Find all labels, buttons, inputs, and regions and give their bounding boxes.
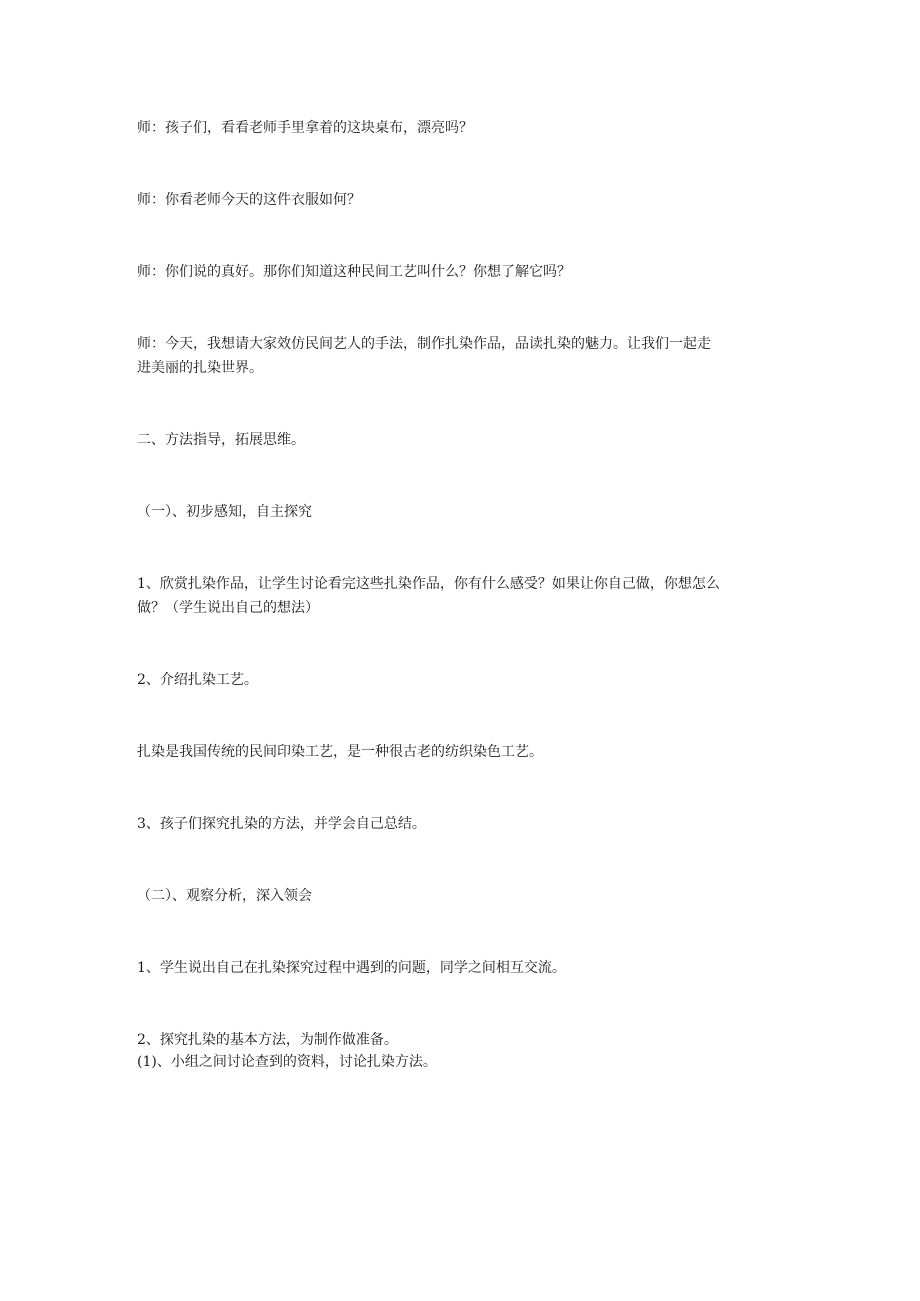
- paragraph-teacher-today-line2: 进美丽的扎染世界。: [137, 360, 263, 376]
- item-introduce-craft: 2、介绍扎染工艺。: [137, 672, 258, 688]
- item-explore-method: 3、孩子们探究扎染的方法，并学会自己总结。: [137, 816, 426, 832]
- paragraph-tie-dye-definition: 扎染是我国传统的民间印染工艺，是一种很古老的纺织染色工艺。: [137, 744, 543, 760]
- paragraph-teacher-craft-question: 师：你们说的真好。那你们知道这种民间工艺叫什么？你想了解它吗？: [137, 264, 571, 280]
- section-heading-method: 二、方法指导，拓展思维。: [137, 432, 305, 448]
- subsection-heading-observe: （二）、观察分析，深入领会: [137, 888, 312, 904]
- item-appreciate-line2: 做？（学生说出自己的想法）: [137, 600, 319, 616]
- item-group-discussion: (1)、小组之间讨论查到的资料，讨论扎染方法。: [137, 1054, 437, 1070]
- paragraph-teacher-tablecloth: 师：孩子们，看看老师手里拿着的这块桌布，漂亮吗？: [137, 120, 473, 136]
- paragraph-teacher-clothes: 师：你看老师今天的这件衣服如何？: [137, 192, 361, 208]
- subsection-heading-perceive: （一）、初步感知，自主探究: [137, 504, 312, 520]
- item-students-share: 1、学生说出自己在扎染探究过程中遇到的问题，同学之间相互交流。: [137, 960, 566, 976]
- paragraph-teacher-today-line1: 师：今天，我想请大家效仿民间艺人的手法，制作扎染作品，品读扎染的魅力。让我们一起走: [137, 336, 711, 352]
- item-basic-method: 2、探究扎染的基本方法，为制作做准备。: [137, 1032, 398, 1048]
- item-appreciate-line1: 1、欣赏扎染作品，让学生讨论看完这些扎染作品，你有什么感受？如果让你自己做，你想怎么: [137, 576, 720, 592]
